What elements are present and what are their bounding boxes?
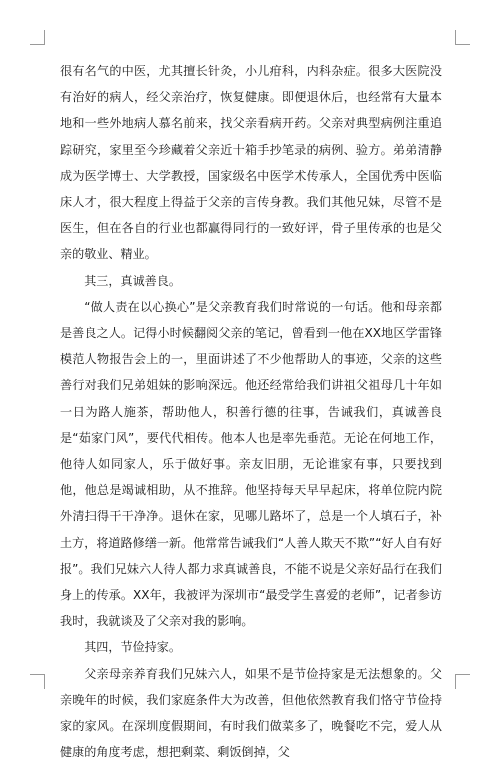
section-heading-4: 其四，节俭持家。 — [84, 640, 181, 655]
crop-mark-bottom-right — [455, 674, 470, 689]
paragraph-kindness: “做人责在以心换心”是父亲教育我们时常说的一句话。他和母亲都是善良之人。记得小时候翻阅父亲的笔记，曾看到一他在XX地区学雷锋模范人物报告会上的一，里面讲述了不少他帮助人的事迹，父亲的这些善行对我们兄弟姐妹的影响深远。他还经常给我们讲祖父祖母几十年如一日为路人施茶，帮助他人，积善行德的往事，告诫我们，真诚善良是“茹家门风”，要代代相传。他本人也是率先垂范。无论在何地工作，他待人如同家人，乐于做好事。亲友旧朋，无论谁家有事，只要找到他，他总是竭诚相助，从不推辞。他坚持每天早早起床，将单位院内院外清扫得干干净净。退休在家，见哪儿路坏了，总是一个人填石子，补土方，将道路修缮一新。他常常告诫我们“人善人欺天不欺”“好人自有好报”。我们兄妹六人待人都力求真诚善良，不能不说是父亲好品行在我们身上的传承。XX年，我被评为深圳市“最受学生喜爱的老师”，记者参访我时，我就谈及了父亲对我的影响。 — [60, 299, 442, 629]
section-heading-3: 其三，真诚善良。 — [84, 273, 181, 288]
crop-mark-top-right — [455, 30, 470, 45]
crop-mark-bottom-left — [30, 674, 45, 689]
paragraph-frugality: 父亲母亲养育我们兄妹六人，如果不是节俭持家是无法想象的。父亲晚年的时候，我们家庭条件大为改善，但他依然教育我们恪守节俭持家的家风。在深圳度假期间，有时我们做菜多了，晚餐吃不完，爱人从健康的角度考虑，想把剩菜、剩饭倒掉，父 — [60, 666, 442, 760]
document-body — [60, 58, 442, 765]
paragraph-medical-career: 很有名气的中医，尤其擅长针灸，小儿疳科，内科杂症。很多大医院没有治好的病人，经父亲治疗，恢复健康。即便退休后，也经常有大量本地和一些外地病人慕名前来，找父亲看病开药。父亲对典型病例注重追踪研究，家里至今珍藏着父亲近十箱手抄笔录的病例、验方。弟弟清静成为医学博士、大学教授，国家级名中医学术传承人，全国优秀中医临床人才，很大程度上得益于父亲的言传身教。我们其他兄妹，尽管不是医生，但在各自的行业也都赢得同行的一致好评，骨子里传承的也是父亲的敬业、精业。 — [60, 64, 442, 262]
crop-mark-top-left — [30, 30, 45, 45]
